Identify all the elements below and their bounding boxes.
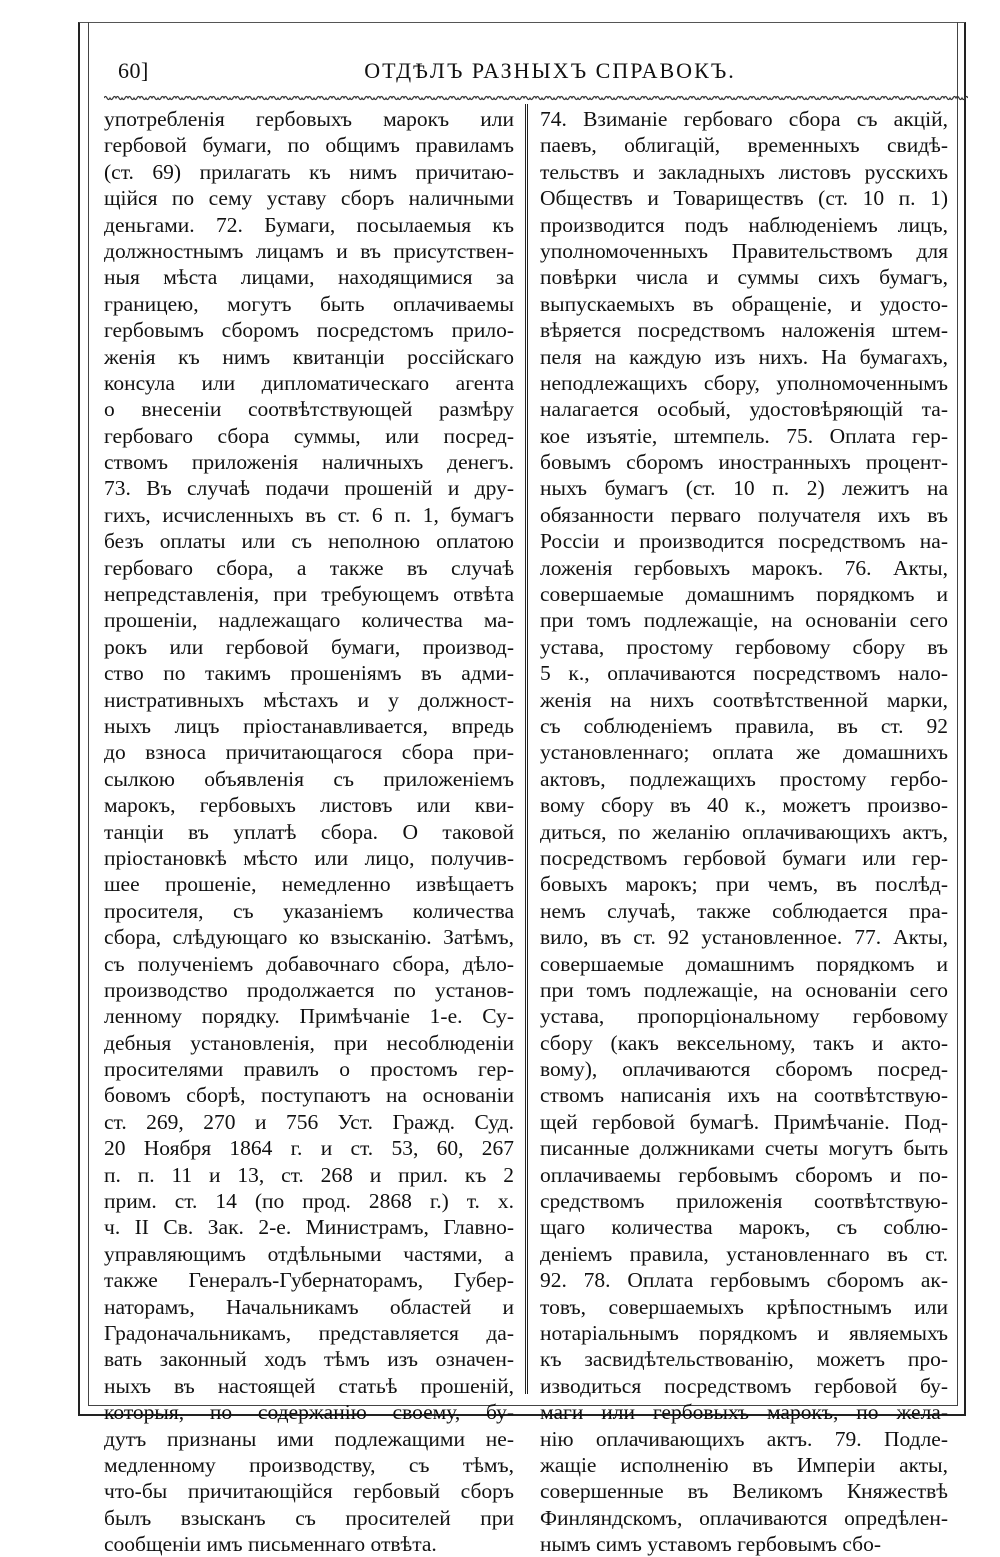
text-line: ныхъ лицъ пріостанавливается, впредь [104, 713, 514, 738]
text-line: тельствъ и закладныхъ листовъ русскихъ [540, 159, 948, 184]
text-line: Финляндскомъ, оплачиваются опредѣлен- [540, 1505, 948, 1530]
text-line: бовыхъ марокъ; при чемъ, въ послѣд- [540, 872, 948, 897]
text-line: прим. ст. 14 (по прод. 2868 г.) т. х. [104, 1189, 514, 1214]
text-line: выпускаемыхъ въ обращеніе, и удосто- [540, 291, 948, 316]
text-line: устава, простому гербовому сбору въ [540, 634, 948, 659]
text-line: 74. Взиманіе гербоваго сбора съ акцій, [540, 107, 948, 131]
text-line: пріостановкѣ мѣсто или лицо, получив- [104, 845, 514, 870]
text-line: оплачиваемы гербовымъ сборомъ и по- [540, 1162, 948, 1187]
text-line: дутъ признаны ими подлежащими не- [104, 1426, 514, 1451]
text-line: Градоначальникамъ, представляется да- [104, 1320, 514, 1345]
text-line: вому), оплачиваются сборомъ посред- [540, 1057, 948, 1082]
text-line: производится подъ наблюденіемъ лицъ, [540, 212, 948, 237]
text-line: неподлежащихъ сбору, уполномоченнымъ [540, 370, 948, 395]
header-wavy-rule [104, 94, 968, 102]
text-line: 73. Въ случаѣ подачи прошеній и дру- [104, 476, 514, 501]
text-line: марокъ, гербовыхъ листовъ или кви- [104, 793, 514, 818]
page-border-inner-right [957, 22, 958, 1406]
text-line: пеля на каждую изъ нихъ. На бумагахъ, [540, 344, 948, 369]
text-line: деніемъ правила, установленнаго въ ст. [540, 1241, 948, 1266]
text-line: посредствомъ гербовой бумаги или гер- [540, 845, 948, 870]
text-line: о внесеніи соотвѣтствующей размѣру [104, 397, 514, 422]
text-line: до взноса причитающагося сбора при- [104, 740, 514, 765]
text-line: Обществъ и Товариществъ (ст. 10 п. 1) [540, 186, 948, 211]
text-line: при томъ подлежащіе, на основаніи сего [540, 977, 948, 1002]
text-line: прошеніи, надлежащаго количества ма- [104, 608, 514, 633]
text-line: (ст. 69) прилагать къ нимъ причитаю- [104, 159, 514, 184]
text-line: просителя, съ указаніемъ количества [104, 898, 514, 923]
text-line: былъ взысканъ съ просителей при [104, 1505, 514, 1530]
text-line: налагается особый, удостовѣряющій та- [540, 397, 948, 422]
text-line: къ засвидѣтельствованію, можетъ про- [540, 1347, 948, 1372]
text-line: вѣряется посредствомъ наложенія штем- [540, 318, 948, 343]
text-line: производство продолжается по установ- [104, 977, 514, 1002]
text-line: ныя мѣста лицами, находящимися за [104, 265, 514, 290]
text-line: также Генералъ-Губернаторамъ, Губер- [104, 1268, 514, 1293]
text-line: ныхъ бумагъ (ст. 10 п. 2) лежитъ на [540, 476, 948, 501]
text-line: ствомъ написанія ихъ на соотвѣтствую- [540, 1083, 948, 1108]
text-line: п. п. 11 и 13, ст. 268 и прил. къ 2 [104, 1162, 514, 1187]
text-line: ствомъ приложенія наличныхъ денегъ. [104, 450, 514, 475]
text-line: гербоваго сбора суммы, или посред- [104, 423, 514, 448]
text-line: гербовымъ сборомъ посредстомъ прило- [104, 318, 514, 343]
text-line: рокъ или гербовой бумаги, производ- [104, 634, 514, 659]
text-line: сбору (какъ вексельному, такъ и акто- [540, 1030, 948, 1055]
text-line: консула или дипломатическаго агента [104, 370, 514, 395]
text-line: щійся по сему уставу сборъ наличными [104, 186, 514, 211]
text-line: немъ случаѣ, также соблюдается пра- [540, 898, 948, 923]
text-line: женія къ нимъ квитанціи россійскаго [104, 344, 514, 369]
text-line: установленнаго; оплата же домашнихъ [540, 740, 948, 765]
text-line: наторамъ, Начальникамъ областей и [104, 1294, 514, 1319]
text-line: устава, пропорціональному гербовому [540, 1004, 948, 1029]
text-line: шее прошеніе, немедленно извѣщаетъ [104, 872, 514, 897]
text-line: вило, въ ст. 92 установленное. 77. Акты, [540, 925, 948, 950]
text-line: средствомъ приложенія соотвѣтствую- [540, 1189, 948, 1214]
text-line: непредставленія, при требующемъ отвѣта [104, 582, 514, 607]
text-line: съ полученіемъ добавочнаго сбора, дѣло- [104, 951, 514, 976]
text-line: щей гербовой бумагѣ. Примѣчаніе. Под- [540, 1109, 948, 1134]
text-line: женія на нихъ соотвѣтственной марки, [540, 687, 948, 712]
text-line: нію оплачивающихъ актъ. 79. Подле- [540, 1426, 948, 1451]
text-line: съ соблюденіемъ правила, въ ст. 92 [540, 713, 948, 738]
text-line: жащіе исполненію въ Имперіи акты, [540, 1452, 948, 1477]
text-line: просителями правилъ о простомъ гер- [104, 1057, 514, 1082]
text-line: ложенія гербовыхъ марокъ. 76. Акты, [540, 555, 948, 580]
text-line: товъ, совершаемыхъ крѣпостнымъ или [540, 1294, 948, 1319]
text-line: 5 к., оплачиваются посредствомъ нало- [540, 661, 948, 686]
text-line: которыя, по содержанію своему, бу- [104, 1400, 514, 1425]
text-line: ство по такимъ прошеніямъ въ адми- [104, 661, 514, 686]
text-line: бовымъ сборомъ иностранныхъ процент- [540, 450, 948, 475]
page-border-inner-left [88, 22, 89, 1406]
text-line: паевъ, облигацій, временныхъ свидѣ- [540, 133, 948, 158]
text-line: медленному производству, съ тѣмъ, [104, 1452, 514, 1477]
text-line: диться, по желанію оплачивающихъ актъ, [540, 819, 948, 844]
text-line: ленному порядку. Примѣчаніе 1-е. Су- [104, 1004, 514, 1029]
text-line: обязанности перваго получателя ихъ въ [540, 502, 948, 527]
text-line: управляющимъ отдѣльными частями, а [104, 1241, 514, 1266]
running-title: ОТДѢЛЪ РАЗНЫХЪ СПРАВОКЪ. [364, 58, 736, 83]
text-line: нотаріальнымъ порядкомъ и являемыхъ [540, 1320, 948, 1345]
text-line: актовъ, подлежащихъ простому гербо- [540, 766, 948, 791]
text-line: сылкою объявленія съ приложеніемъ [104, 766, 514, 791]
text-line: совершенные въ Великомъ Княжествѣ [540, 1479, 948, 1504]
text-line: сообщеніи имъ письменнаго отвѣта. [104, 1532, 437, 1557]
text-line: щаго количества марокъ, съ соблю- [540, 1215, 948, 1240]
left-text-column [104, 106, 514, 1557]
text-line: употребленія гербовыхъ марокъ или [104, 107, 514, 131]
text-line: гербоваго сбора, а также въ случаѣ [104, 555, 514, 580]
text-line: совершаемые домашнимъ порядкомъ и [540, 951, 948, 976]
text-line: дебныя установленія, при несоблюденіи [104, 1030, 514, 1055]
text-line: танціи въ уплатѣ сбора. О таковой [104, 819, 514, 844]
text-line: границею, могутъ быть оплачиваемы [104, 291, 514, 316]
page-number: 60] [118, 58, 149, 83]
text-line: ст. 269, 270 и 756 Уст. Гражд. Суд. [104, 1109, 514, 1134]
text-line: 92. 78. Оплата гербовымъ сборомъ ак- [540, 1268, 948, 1293]
text-line: сбора, слѣдующаго ко взысканію. Затѣмъ, [104, 925, 514, 950]
text-line: ч. II Св. Зак. 2-е. Министрамъ, Главно- [104, 1215, 514, 1240]
text-line: писанные должниками счеты могутъ быть [540, 1136, 948, 1161]
text-line: нымъ симъ уставомъ гербовымъ сбо- [540, 1532, 881, 1557]
text-line: должностнымъ лицамъ и въ присутствен- [104, 238, 514, 263]
text-line: уполномоченныхъ Правительствомъ для [540, 238, 948, 263]
text-line: вать законный ходъ тѣмъ изъ означен- [104, 1347, 514, 1372]
text-line: кое изъятіе, штемпель. 75. Оплата гер- [540, 423, 948, 448]
text-line: нистративныхъ мѣстахъ и у должност- [104, 687, 514, 712]
text-line: что-бы причитающійся гербовый сборъ [104, 1479, 514, 1504]
text-line: вому сбору въ 40 к., можетъ произво- [540, 793, 948, 818]
text-line: при томъ подлежащіе, на основаніи сего [540, 608, 948, 633]
text-line: 20 Ноября 1864 г. и ст. 53, 60, 267 [104, 1136, 514, 1161]
text-line: ныхъ въ настоящей статьѣ прошеній, [104, 1373, 514, 1398]
text-line: гербовой бумаги, по общимъ правиламъ [104, 133, 514, 158]
text-line: безъ оплаты или съ неполною оплатою [104, 529, 514, 554]
text-line: Россіи и производится посредствомъ на- [540, 529, 948, 554]
column-divider [525, 104, 528, 1394]
right-text-column [540, 106, 948, 1557]
text-line: деньгами. 72. Бумаги, посылаемыя къ [104, 212, 514, 237]
text-line: изводиться посредствомъ гербовой бу- [540, 1373, 948, 1398]
text-line: совершаемые домашнимъ порядкомъ и [540, 582, 948, 607]
text-line: гихъ, исчисленныхъ въ ст. 6 п. 1, бумагъ [104, 502, 514, 527]
text-line: маги или гербовыхъ марокъ, по жела- [540, 1400, 948, 1425]
text-line: повѣрки числа и суммы сихъ бумагъ, [540, 265, 948, 290]
text-line: бовомъ сборѣ, поступаютъ на основаніи [104, 1083, 514, 1108]
